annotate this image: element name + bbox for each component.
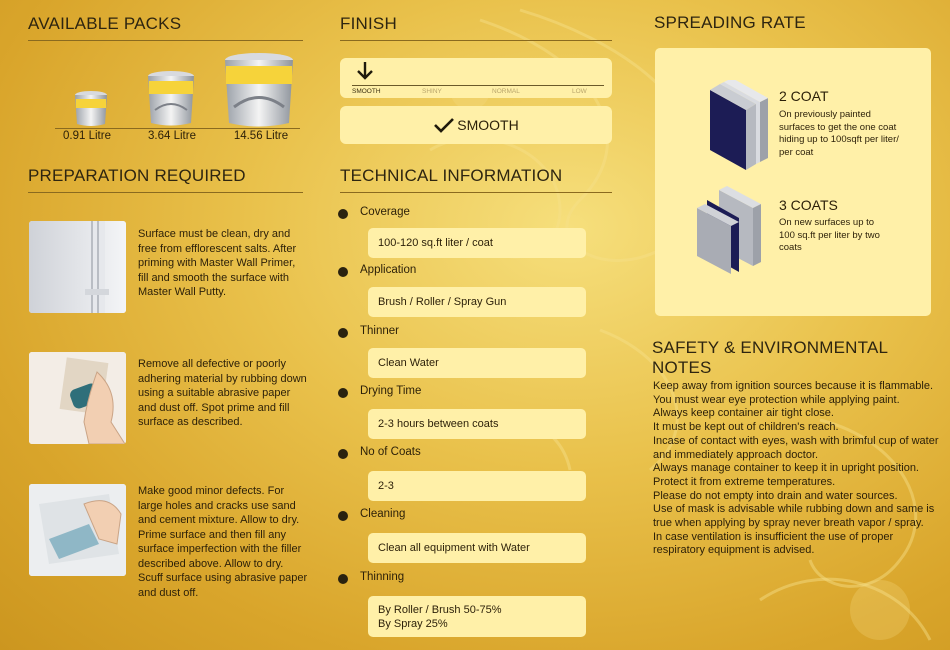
- tech-value: 2-3 hours between coats: [368, 409, 586, 439]
- coat-title: 2 COAT: [779, 88, 829, 104]
- bullet-icon: [338, 267, 348, 277]
- two-coat-layers-icon: [700, 80, 772, 172]
- prep-step-text: Remove all defective or poorly adhering material by rubbing down using a suitable abrasive paper and dust off. Spot prime and fill surface as described.: [138, 358, 307, 428]
- finish-scale-line: [352, 85, 604, 86]
- prep-image-column: [29, 221, 126, 313]
- tech-value: Clean Water: [368, 348, 586, 378]
- safety-line: You must wear eye protection while applying paint.: [653, 393, 900, 406]
- bullet-icon: [338, 449, 348, 459]
- finish-option: LOW: [572, 88, 587, 95]
- bullet-icon: [338, 388, 348, 398]
- finish-option: SHINY: [422, 88, 442, 95]
- check-icon: [433, 117, 455, 133]
- coat-title: 3 COATS: [779, 197, 838, 213]
- finish-selected: [340, 106, 612, 144]
- coat-description: On new surfaces up to 100 sq.ft per liter by two coats: [779, 217, 880, 253]
- safety-line: Always keep container air tight close.: [653, 407, 834, 420]
- tech-value: [368, 596, 586, 637]
- tech-label: Thinner: [360, 325, 399, 337]
- tech-label: Thinning: [360, 571, 405, 583]
- spreading-heading: SPREADING RATE: [654, 13, 806, 32]
- finish-selected-label: SMOOTH: [457, 117, 519, 133]
- safety-line: Please do not empty into drain and water sources.: [653, 489, 898, 502]
- bullet-icon: [338, 511, 348, 521]
- safety-heading: SAFETY & ENVIRONMENTAL NOTES: [652, 338, 888, 377]
- arrow-down-icon: [356, 61, 374, 81]
- tech-value-line: By Roller / Brush 50-75%: [378, 604, 502, 616]
- paint-bucket-medium: [145, 70, 197, 128]
- finish-option: NORMAL: [492, 88, 520, 95]
- packs-baseline: [55, 128, 300, 129]
- pack-size-label: 3.64 Litre: [148, 130, 196, 142]
- tech-value: 100-120 sq.ft liter / coat: [368, 228, 586, 258]
- spreading-panel: [655, 48, 931, 316]
- safety-line: Protect it from extreme temperatures.: [653, 475, 836, 488]
- safety-notes: [653, 380, 948, 558]
- finish-scale: [340, 58, 612, 98]
- prep-image-filling: [29, 484, 126, 576]
- tech-label: Cleaning: [360, 508, 406, 520]
- safety-line: In case ventilation is insufficient the use of proper respiratory equipment is advised.: [653, 530, 894, 557]
- tech-value: Clean all equipment with Water: [368, 533, 586, 563]
- tech-label: Application: [360, 264, 417, 276]
- pack-size-label: 0.91 Litre: [63, 130, 111, 142]
- bullet-icon: [338, 328, 348, 338]
- bullet-icon: [338, 209, 348, 219]
- paint-bucket-large: [222, 52, 296, 130]
- paint-bucket-small: [72, 90, 110, 128]
- prep-step-text: Make good minor defects. For large holes and cracks use sand and cement mixture. Allow to dry. Prime surface and then fill any surface imperfection with the filler described above. Allow to dry. Scuff surface using abrasive paper and dust off.: [138, 485, 308, 599]
- bullet-icon: [338, 574, 348, 584]
- tech-label: No of Coats: [360, 446, 421, 458]
- tech-value: Brush / Roller / Spray Gun: [368, 287, 586, 317]
- tech-label: Drying Time: [360, 385, 422, 397]
- preparation-heading: PREPARATION REQUIRED: [28, 166, 303, 193]
- available-packs-heading: AVAILABLE PACKS: [28, 14, 303, 41]
- tech-label: Coverage: [360, 206, 410, 218]
- safety-line: Keep away from ignition sources because it is flammable.: [653, 380, 934, 392]
- three-coat-layers-icon: [693, 186, 775, 274]
- pack-size-label: 14.56 Litre: [233, 130, 289, 142]
- coat-description: On previously painted surfaces to get the one coat hiding up to 100sqft per liter/ per coat: [779, 109, 899, 158]
- safety-line: Always manage container to keep it in upright position.: [653, 462, 919, 475]
- prep-image-sanding: [29, 352, 126, 444]
- safety-line: Incase of contact with eyes, wash with brimful cup of water and immediately approach doctor.: [653, 434, 939, 461]
- finish-heading: FINISH: [340, 14, 612, 41]
- tech-value-line: By Spray 25%: [378, 618, 448, 630]
- tech-value: 2-3: [368, 471, 586, 501]
- technical-heading: TECHNICAL INFORMATION: [340, 166, 612, 193]
- safety-line: Use of mask is advisable while rubbing down and same is true when applying by spray never breath vapor / spray.: [653, 503, 935, 530]
- prep-step-text: Surface must be clean, dry and free from efflorescent salts. After priming with Master Wall Primer, fill and smooth the surface with Master Wall Putty.: [138, 228, 297, 298]
- safety-line: It must be kept out of children's reach.: [653, 421, 839, 434]
- finish-option: SMOOTH: [352, 88, 381, 95]
